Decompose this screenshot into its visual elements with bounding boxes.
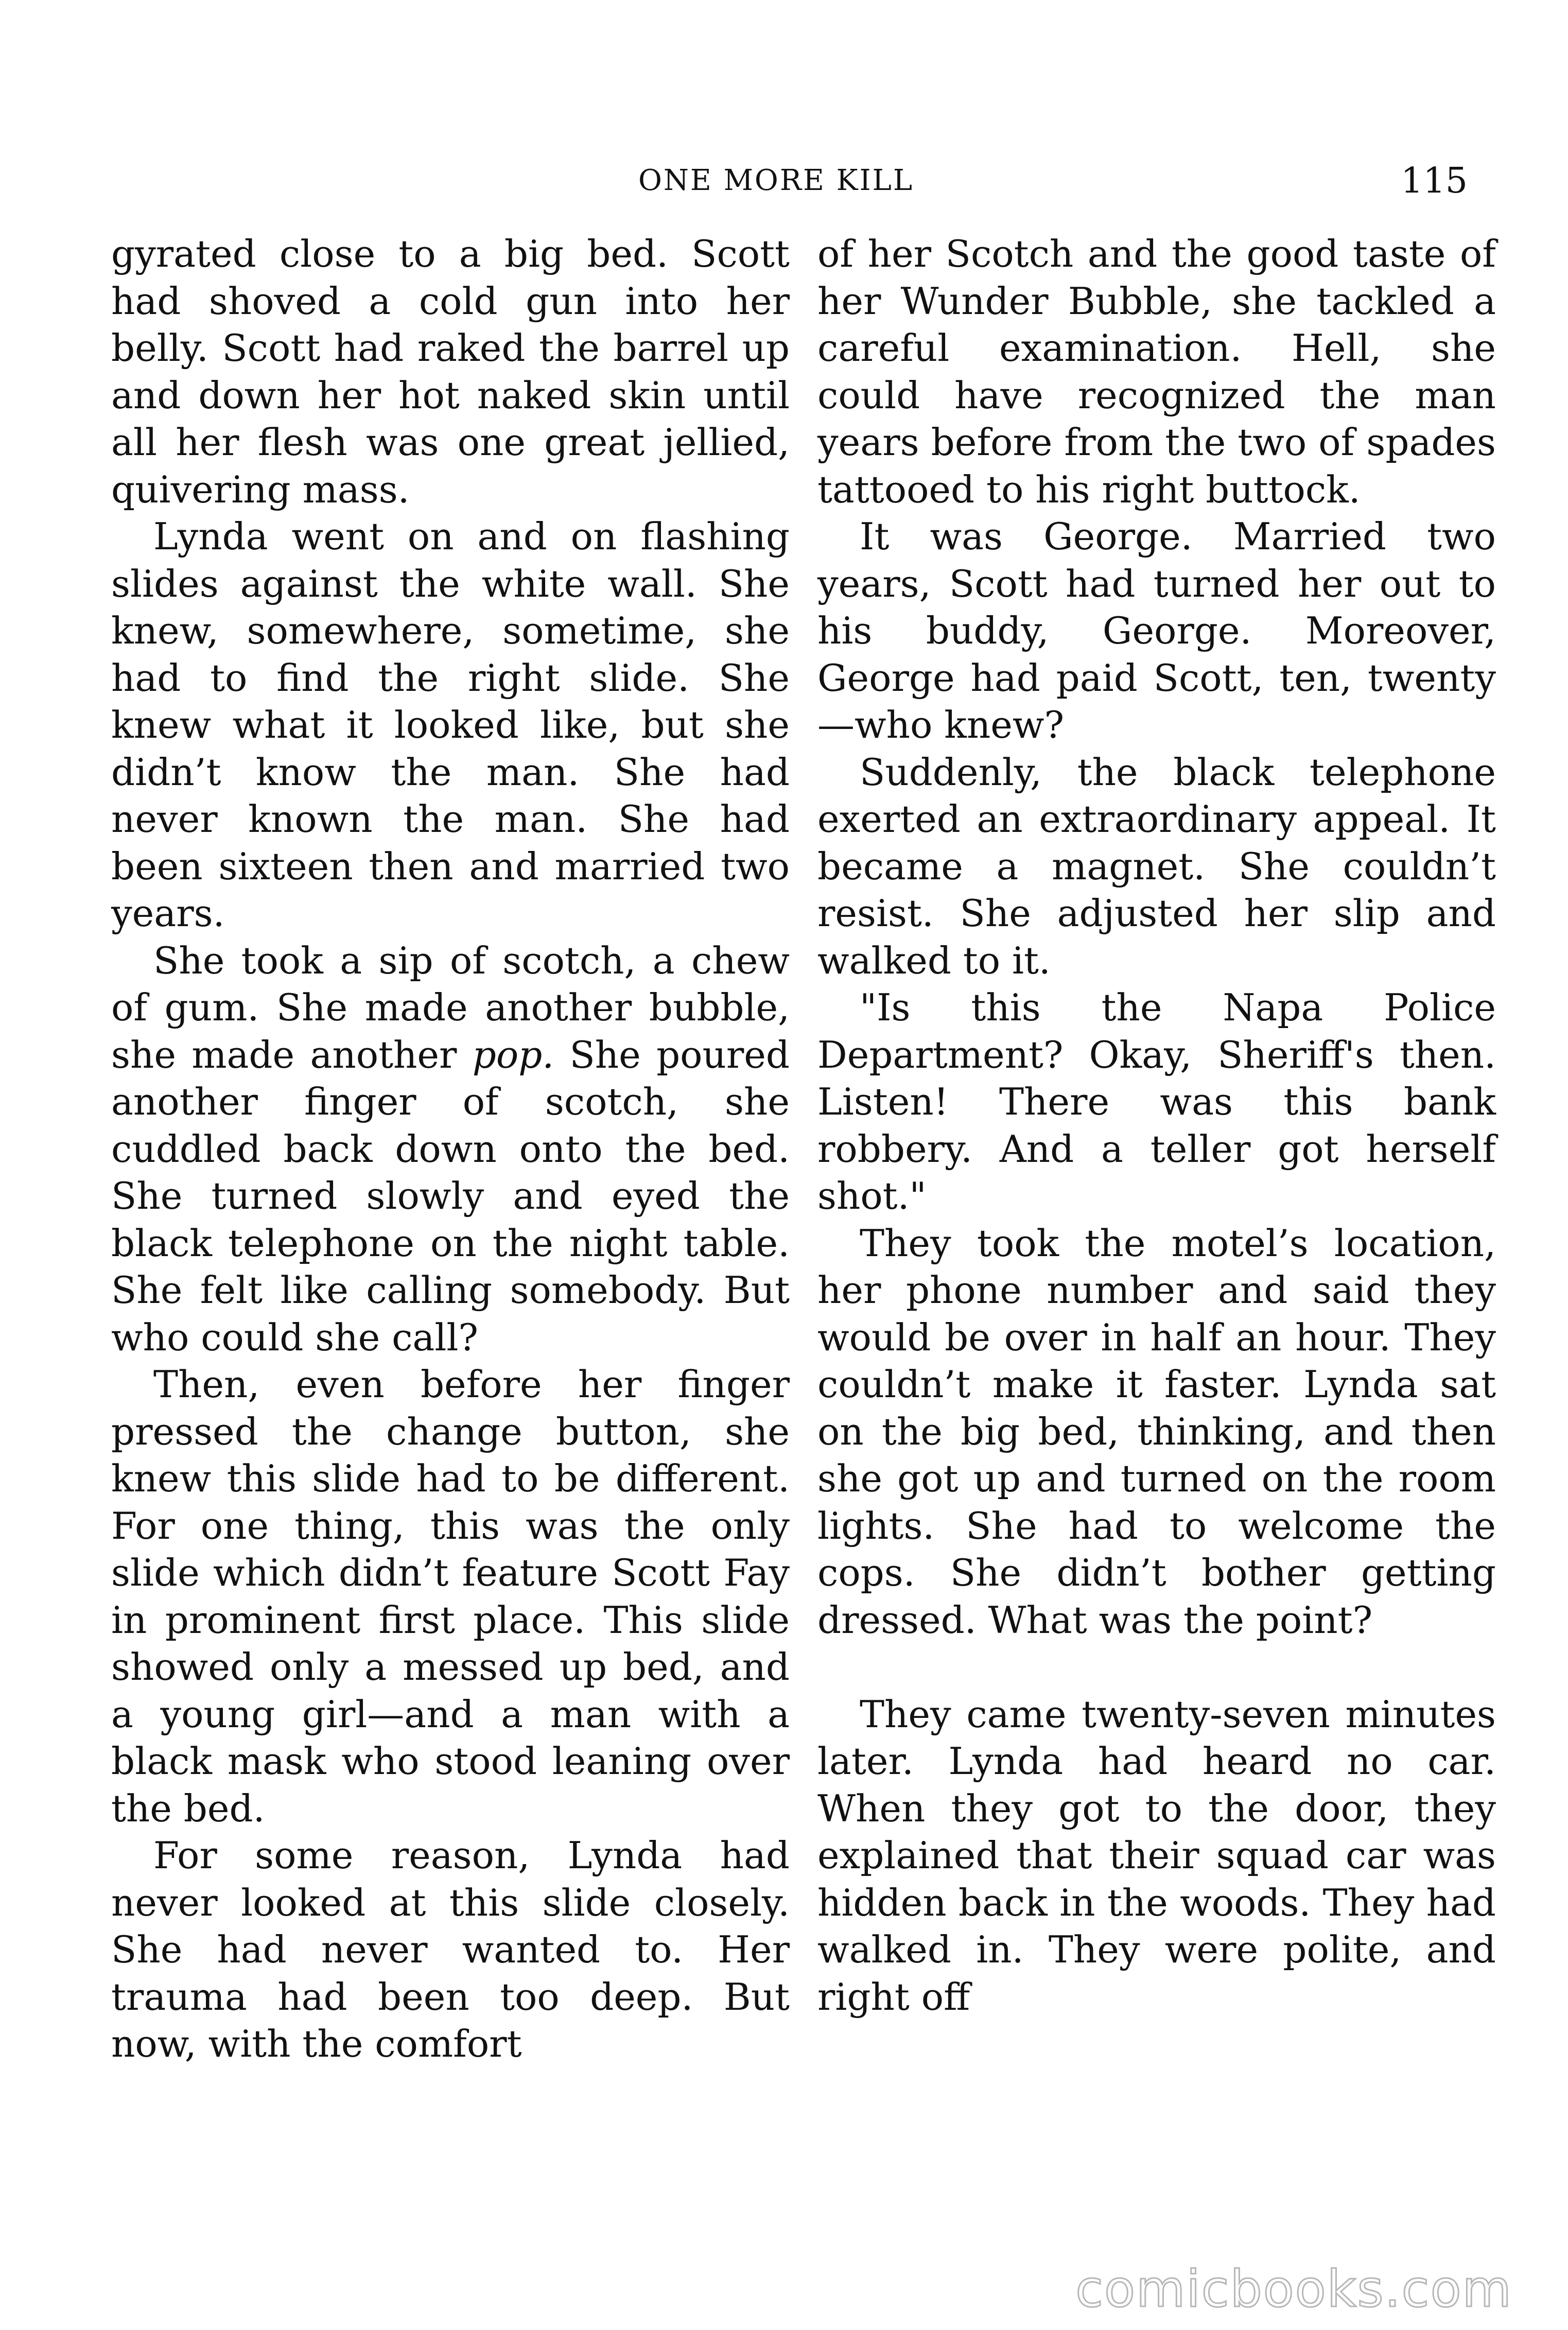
running-head: ONE MORE KILL — [638, 164, 914, 197]
left-column — [111, 231, 790, 2068]
paragraph — [111, 937, 790, 1362]
paragraph-text: She took a sip of scotch, a chew of gum. She made another bubble, she made another — [111, 938, 790, 1076]
right-column — [817, 231, 1496, 2021]
paragraph: For some reason, Lynda had never looked at this slide closely. She had never wanted to. Her trauma had been too deep. But now, with the comfort — [111, 1834, 790, 2065]
paragraph: Suddenly, the black telephone exerted an extraordinary appeal. It became a magnet. She couldn’t resist. She adjusted her slip and walked to it. — [817, 750, 1496, 982]
page-header — [0, 161, 1568, 215]
watermark: comicbooks.com — [1075, 2260, 1512, 2319]
paragraph: They came twenty-seven minutes later. Lynda had heard no car. When they got to the door, they explained that their squad car was hidden back in the woods. They had walked in. They were polite, and right off — [817, 1692, 1496, 2019]
paragraph: of her Scotch and the good taste of her Wunder Bubble, she tackled a careful examination. Hell, she could have recognized the man years before from the two of spades tattooed to his right buttock. — [817, 232, 1496, 511]
paragraph: They took the motel’s location, her phone number and said they would be over in half an hour. They couldn’t make it faster. Lynda sat on the big bed, thinking, and then she got up and turned on the room lights. She had to welcome the cops. She didn’t bother getting dressed. What was the point? — [817, 1221, 1496, 1642]
emphasized-word: pop. — [472, 1033, 554, 1076]
paragraph-text: She poured another finger of scotch, she cuddled back down onto the bed. She turned slowly and eyed the black telephone on the night table. She felt like calling somebody. But who could she call? — [111, 1033, 790, 1359]
paragraph: gyrated close to a big bed. Scott had shoved a cold gun into her belly. Scott had raked the barrel up and down her hot naked skin until all her flesh was one great jellied, quivering mass. — [111, 232, 790, 511]
paragraph: Lynda went on and on flashing slides against the white wall. She knew, somewhere, sometime, she had to find the right slide. She knew what it looked like, but she didn’t know the man. She had never known the man. She had been sixteen then and married two years. — [111, 515, 790, 935]
paragraph: It was George. Married two years, Scott had turned her out to his buddy, George. Moreover, George had paid Scott, ten, twenty—who knew? — [817, 515, 1496, 746]
page-number: 115 — [1401, 161, 1468, 201]
paragraph: Then, even before her finger pressed the change button, she knew this slide had to be different. For one thing, this was the only slide which didn’t feature Scott Fay in prominent first place. This slide showed only a messed up bed, and a young girl—and a man with a black mask who stood leaning over the bed. — [111, 1363, 790, 1830]
paragraph: "Is this the Napa Police Department? Okay, Sheriff's then. Listen! There was this bank robbery. And a teller got herself shot." — [817, 986, 1496, 1218]
